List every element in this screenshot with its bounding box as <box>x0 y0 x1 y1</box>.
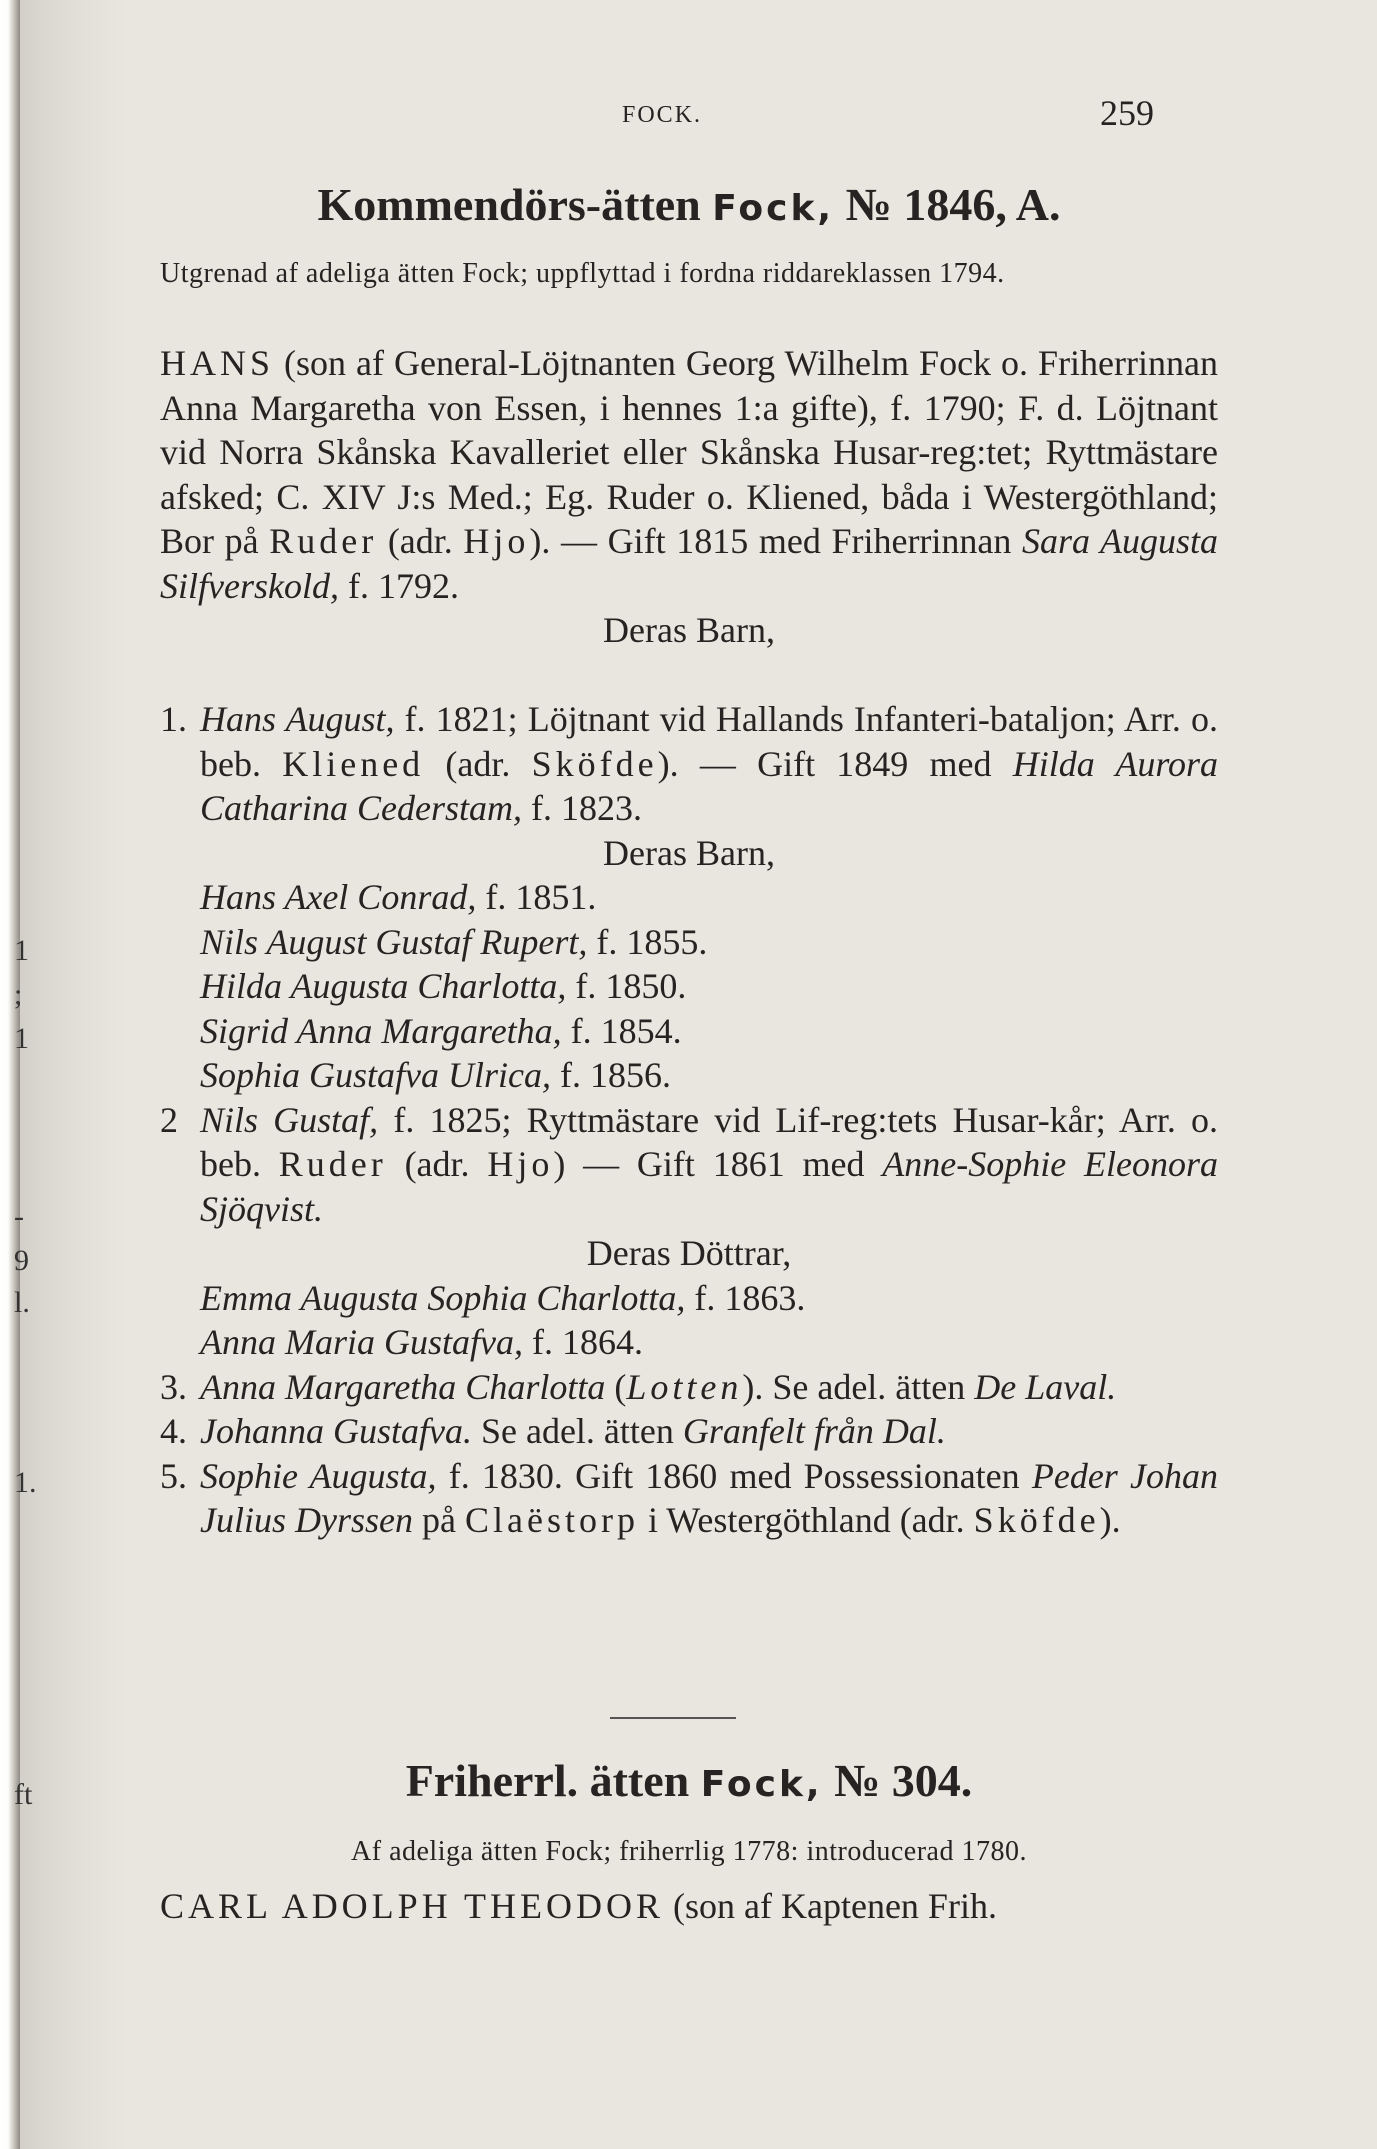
daughters-heading: Deras Döttrar, <box>586 1233 792 1273</box>
children-heading: Deras Barn, <box>603 610 775 650</box>
section-kommendors-atten <box>160 178 1218 231</box>
section-divider <box>610 1717 736 1719</box>
list-item: Nils August Gustaf Rupert, f. 1855. <box>200 921 708 962</box>
child-5-entry: 5. Sophie Augusta, f. 1830. Gift 1860 med Possessionaten Peder Johan Julius Dyrssen på Claëstorp i Westergöthland (adr. Sköfde). <box>160 1455 1218 1540</box>
title-family: Fock, <box>712 188 835 229</box>
title-number: № 304. <box>834 1755 973 1806</box>
grandchildren-list-1 <box>160 875 1218 1098</box>
family-head-entry <box>160 341 1218 653</box>
family-head-entry <box>160 1884 1218 1929</box>
title-prefix: Kommendörs-ätten <box>317 179 701 230</box>
title-prefix: Friherrl. ätten <box>405 1755 690 1806</box>
child-entries <box>160 697 1218 1543</box>
head-name: CARL ADOLPH THEODOR <box>160 1886 665 1926</box>
list-item: Anna Maria Gustafva, f. 1864. <box>200 1322 643 1362</box>
section-intro <box>160 1834 1218 1869</box>
head-wife: Sara Augusta Silfverskold, <box>160 521 1218 606</box>
margin-mark: l. <box>14 1286 30 1319</box>
list-item: Sophia Gustafva Ulrica, f. 1856. <box>200 1055 671 1095</box>
running-title: FOCK. <box>622 102 703 128</box>
child-1-entry: 1. Hans August, f. 1821; Löjtnant vid Hallands Infanteri-bataljon; Arr. o. beb. Kliened (adr. Sköfde). — Gift 1849 med Hilda Aurora Catharina Cederstam, f. 1823. <box>160 699 1219 828</box>
margin-mark: 1. <box>14 1466 37 1499</box>
margin-mark: ; <box>14 978 23 1011</box>
page-number: 259 <box>1100 93 1154 133</box>
section-friherrl-atten <box>160 1754 1218 1807</box>
margin-mark: 1 <box>14 1022 29 1055</box>
grandchildren-list-2 <box>160 1276 1218 1365</box>
margin-mark: 1 <box>14 934 29 967</box>
section-intro <box>160 256 1218 291</box>
list-item: Emma Augusta Sophia Charlotta, f. 1863. <box>200 1277 806 1318</box>
margin-mark: - <box>14 1200 24 1233</box>
child-3-entry: 3. Anna Margaretha Charlotta (Lotten). Se adel. ätten De Laval. <box>160 1366 1117 1407</box>
list-item: Hilda Augusta Charlotta, f. 1850. <box>200 966 687 1006</box>
child-4-entry: 4. Johanna Gustafva. Se adel. ätten Granfelt från Dal. <box>160 1411 946 1451</box>
list-item: Sigrid Anna Margaretha, f. 1854. <box>200 1010 682 1051</box>
title-family: Fock, <box>700 1764 823 1805</box>
child-2-entry: 2 Nils Gustaf, f. 1825; Ryttmästare vid Lif-reg:tets Husar-kår; Arr. o. beb. Ruder (adr. Hjo) — Gift 1861 med Anne-Sophie Eleonora Sjöqvist. <box>160 1099 1218 1229</box>
margin-mark: ft <box>14 1778 33 1811</box>
margin-mark: 9 <box>14 1244 29 1277</box>
head-paragraph: CARL ADOLPH THEODOR (son af Kaptenen Frih. <box>160 1886 997 1926</box>
intro-text: Utgrenad af adeliga ätten Fock; uppflyttad i fordna riddareklassen 1794. <box>160 258 1005 289</box>
running-header <box>0 92 1377 132</box>
head-paragraph: HANS (son af General-Löjtnanten Georg Wilhelm Fock o. Friherrinnan Anna Margaretha von Essen, i hennes 1:a gifte), f. 1790; F. d. Löjtnant vid Norra Skånska Kavalleriet eller Skånska Husar-reg:tet; Ryttmästare afsked; C. XIV J:s Med.; Eg. Ruder o. Kliened, båda i Westergöthland; Bor på Ruder (adr. Hjo). — Gift 1815 med Friherrinnan Sara Augusta Silfverskold, f. 1792. <box>160 343 1218 606</box>
intro-text: Af adeliga ätten Fock; friherrlig 1778: introducerad 1780. <box>351 1836 1027 1867</box>
list-item: Hans Axel Conrad, f. 1851. <box>200 877 597 917</box>
section-title <box>160 1754 1218 1807</box>
head-name: HANS <box>160 343 275 383</box>
title-number: № 1846, A. <box>845 179 1061 230</box>
section-title <box>160 178 1218 231</box>
grandchildren-heading: Deras Barn, <box>603 832 775 873</box>
